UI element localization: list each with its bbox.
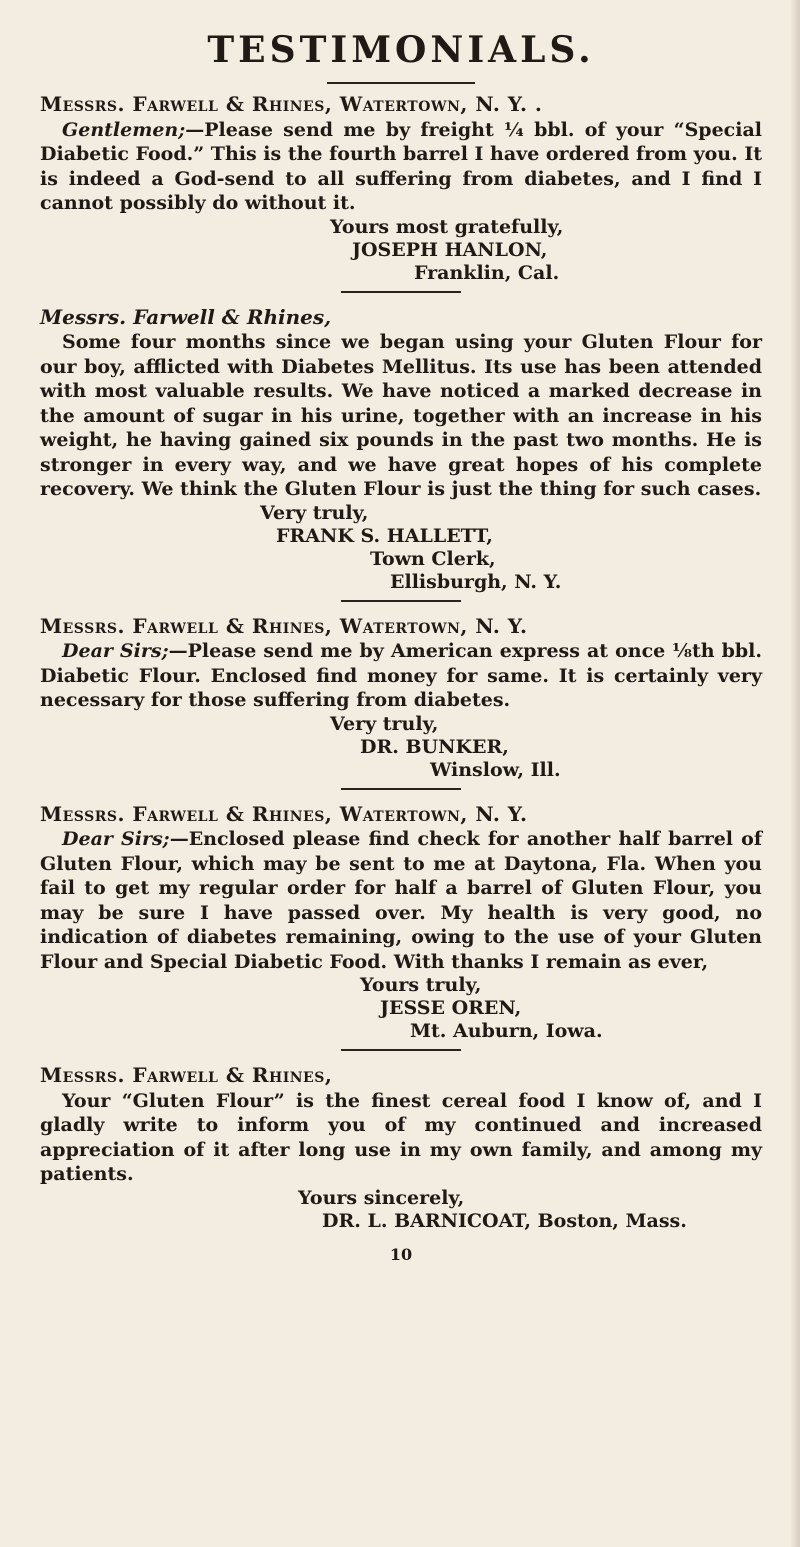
letter-2-title: Town Clerk, — [370, 547, 496, 570]
separator-1 — [341, 291, 461, 293]
letter-4-closing: Yours truly, — [360, 974, 482, 996]
letter-1-body: —Please send me by freight ¼ bbl. of your “Special Diabetic Food.” This is the fourth barrel I have ordered from you. It is indeed a God-send to all suffering from diabetes, and I find I cannot possibly do without it. — [40, 118, 762, 214]
letter-1-closing: Yours most gratefully, — [330, 215, 564, 238]
letter-4-signature: JESSE OREN, — [380, 997, 522, 1019]
letter-5-signature: DR. L. BARNICOAT, Boston, Mass. — [322, 1209, 687, 1232]
letter-1-addressee: Messrs. Farwell & Rhines, Watertown, N. Y. . — [40, 92, 543, 116]
letter-3-addressee: Messrs. Farwell & Rhines, Watertown, N. Y. — [40, 613, 528, 638]
letter-5-addressee-line — [40, 1063, 762, 1089]
testimonial-letter-5 — [40, 1063, 762, 1233]
letter-3-body: —Please send me by American express at once ⅛th bbl. Diabetic Flour. Enclosed find money for same. It is certainly very necessary for those suffering from diabetes. — [40, 640, 762, 711]
page-title: TESTIMONIALS. — [207, 29, 595, 71]
separator-3 — [341, 788, 461, 790]
letter-3-salutation: Dear Sirs; — [62, 640, 169, 662]
letter-1-signature: JOSEPH HANLON, — [352, 238, 548, 261]
letter-5-closing: Yours sincerely, — [298, 1186, 465, 1209]
letter-3-signature: DR. BUNKER, — [360, 735, 509, 758]
letter-3-text — [40, 614, 762, 713]
letter-1-text — [40, 92, 762, 216]
letter-4-text — [40, 802, 762, 975]
letter-4-body: —Enclosed please find check for another half barrel of Gluten Flour, which may be sent to me at Daytona, Fla. When you fail to get my regular order for half a barrel of Gluten Flour, you may be sure I have passed over. My health is very good, no indication of diabetes remaining, owing to the use of your Gluten Flour and Special Diabetic Food. With thanks I remain as ever, — [40, 828, 762, 973]
testimonial-letter-1 — [40, 92, 762, 285]
letter-2-place: Ellisburgh, N. Y. — [390, 570, 562, 593]
letter-4-addressee: Messrs. Farwell & Rhines, Watertown, N. Y. — [40, 801, 528, 826]
letter-1-salutation: Gentlemen; — [62, 118, 186, 141]
testimonial-letter-2 — [40, 305, 762, 594]
testimonial-letter-4 — [40, 802, 762, 1044]
letter-2-closing: Very truly, — [260, 501, 369, 524]
page-edge-shadow — [790, 0, 800, 1547]
testimonial-letter-3 — [40, 614, 762, 782]
letter-5-addressee: Messrs. Farwell & Rhines, — [40, 1063, 333, 1087]
page-number: 10 — [389, 1244, 413, 1264]
letter-2-body: Some four months since we began using your Gluten Flour for our boy, afflicted with Diabetes Mellitus. Its use has been attended with most valuable results. We have noticed a marked decrease in the amount of sugar in his urine, together with an increase in his weight, he having gained six pounds in the past two months. He is stronger in every way, and we have great hopes of his complete recovery. We think the Gluten Flour is just the thing for such cases. — [40, 331, 762, 500]
letter-4-salutation: Dear Sirs; — [62, 828, 170, 850]
separator-2 — [341, 600, 461, 602]
title-divider — [327, 82, 475, 84]
letter-2-addressee-line — [40, 305, 762, 331]
letter-3-closing: Very truly, — [330, 712, 439, 735]
letter-2-addressee: Messrs. Farwell & Rhines, — [40, 304, 332, 329]
separator-4 — [341, 1049, 461, 1051]
letter-4-place: Mt. Auburn, Iowa. — [410, 1020, 603, 1042]
letter-1-place: Franklin, Cal. — [414, 261, 560, 284]
letter-5-body: Your “Gluten Flour” is the finest cereal food I know of, and I gladly write to inform you of my continued and increased appreciation of it after long use in my own family, and among my patients. — [40, 1089, 762, 1185]
letter-3-place: Winslow, Ill. — [430, 758, 561, 781]
letter-2-signature: FRANK S. HALLETT, — [276, 524, 493, 547]
